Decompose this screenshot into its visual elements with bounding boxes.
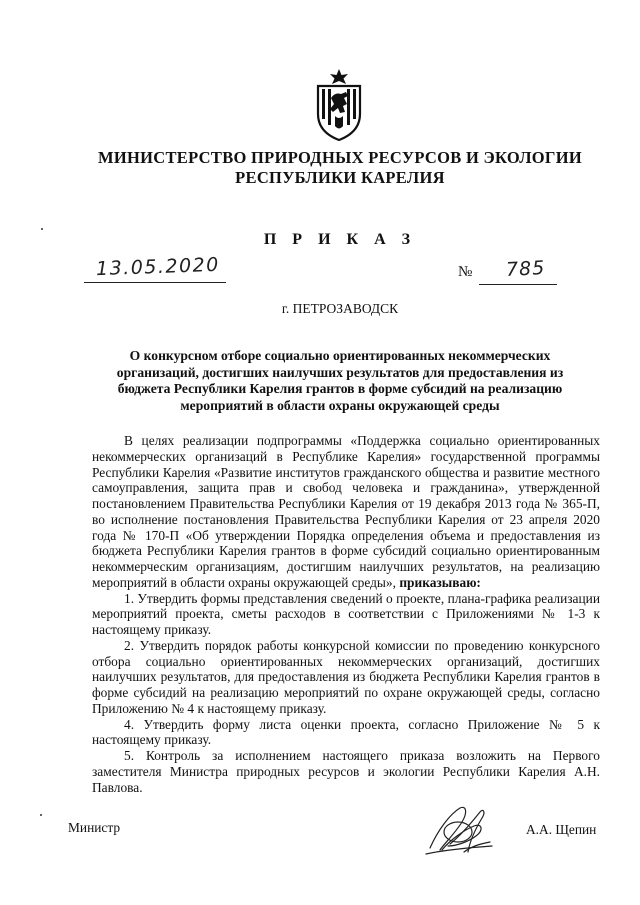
number-label: № xyxy=(458,264,473,280)
handwritten-signature-icon xyxy=(420,800,500,862)
order-title: О конкурсном отборе социально ориентированных некоммерческих организаций, достигших наилучших результатов для предоставления из бюджета Республики Карелия грантов в форме субсидий на реализацию мероприятий в области охраны окружающей среды xyxy=(116,348,564,413)
signer-name: А.А. Щепин xyxy=(526,822,597,837)
ministry-name-line2: РЕСПУБЛИКИ КАРЕЛИЯ xyxy=(235,168,445,187)
intro-decree-word: приказываю: xyxy=(399,574,481,590)
order-item-1: 1. Утвердить формы представления сведений о проекте, плана-графика реализации мероприятий проекта, сметы расходов в соответствии с Приложениями № 1-3 к настоящему приказу. xyxy=(92,590,600,637)
date-underline xyxy=(84,282,226,283)
ministry-name-line1: МИНИСТЕРСТВО ПРИРОДНЫХ РЕСУРСОВ И ЭКОЛОГИИ xyxy=(97,148,582,167)
order-item-4: 4. Утвердить форму листа оценки проекта, согласно Приложение № 5 к настоящему приказу. xyxy=(92,716,600,748)
signer-position: Министр xyxy=(68,820,121,835)
karelia-coat-of-arms-icon xyxy=(313,68,365,142)
intro-paragraph xyxy=(92,433,600,591)
handwritten-number: 785 xyxy=(505,256,546,282)
intro-text: В целях реализации подпрограммы «Поддержка социально ориентированных некоммерческих организаций в Республике Карелия» государственной программы Республики Карелия «Развитие институтов гражданского общества и развитие местного самоуправления, защита прав и свобод человека и гражданина», утвержденной постановлением Правительства Республики Карелия от 19 декабря 2013 года № 365-П, во исполнение постановления Правительства Республики Карелия от 23 апреля 2020 года № 170-П «Об утверждении Порядка определения объема и предоставления из бюджета Республики Карелия грантов в форме субсидий социально ориентированным некоммерческим организациям, достигшим наилучших результатов, на реализацию мероприятий в области охраны окружающей среды», xyxy=(92,433,600,590)
scan-speck xyxy=(40,814,42,816)
handwritten-date: 13.05.2020 xyxy=(95,253,221,281)
document-type-heading: П Р И К А З xyxy=(263,231,417,248)
order-item-2: 2. Утвердить порядок работы конкурсной комиссии по проведению конкурсного отбора социально ориентированных некоммерческих организаций, достигших наилучших результатов, для предоставления из бюджета Республики Карелия грантов в форме субсидий на реализацию мероприятий по охране окружающей среды, согласно Приложению № 4 к настоящему приказу. xyxy=(92,637,600,716)
number-underline xyxy=(479,284,557,285)
scan-speck xyxy=(41,228,43,230)
order-body xyxy=(92,433,600,795)
city-label: г. ПЕТРОЗАВОДСК xyxy=(281,301,399,316)
order-item-5: 5. Контроль за исполнением настоящего приказа возложить на Первого заместителя Министра природных ресурсов и экологии Республики Карелия А.Н. Павлова. xyxy=(92,748,600,795)
